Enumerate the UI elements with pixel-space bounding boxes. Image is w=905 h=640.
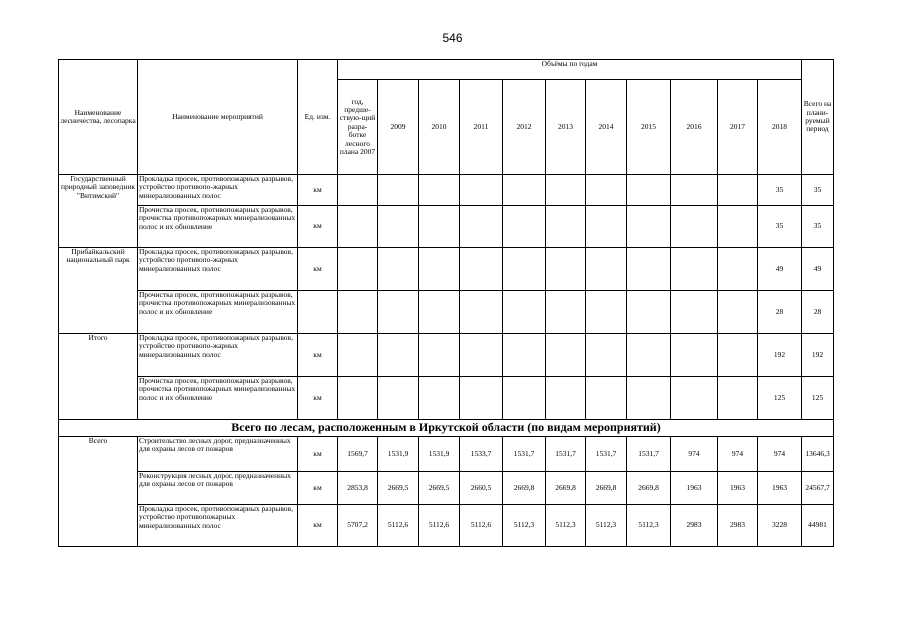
- total-cell: 13646,3: [802, 437, 834, 472]
- value-cell: 2669,5: [378, 472, 419, 505]
- value-cell: 2669,8: [627, 472, 671, 505]
- total-cell: 35: [802, 206, 834, 248]
- value-cell: 974: [758, 437, 802, 472]
- value-cell: [718, 291, 758, 334]
- value-cell: [338, 175, 378, 206]
- value-cell: [627, 334, 671, 377]
- table-row: [59, 437, 834, 472]
- value-cell: 2983: [718, 505, 758, 547]
- unit-cell: км: [298, 472, 338, 505]
- base-year-header: год, предше-ствую-щий разра-ботке лесного плана 2007: [338, 80, 378, 175]
- value-cell: [627, 175, 671, 206]
- value-cell: [338, 377, 378, 420]
- total-cell: 49: [802, 248, 834, 291]
- event-cell: Прокладка просек, противопожарных разрывов, устройство противопожарных минерализованных полос: [138, 505, 298, 547]
- table-row: [59, 505, 834, 547]
- table-row: [59, 334, 834, 377]
- value-cell: [338, 291, 378, 334]
- value-cell: [627, 206, 671, 248]
- org-cell: Итого: [59, 334, 138, 420]
- value-cell: [718, 334, 758, 377]
- total-cell: 24567,7: [802, 472, 834, 505]
- value-cell: [378, 334, 419, 377]
- value-cell: [718, 175, 758, 206]
- value-cell: [460, 377, 503, 420]
- value-cell: [546, 206, 586, 248]
- value-cell: 5112,3: [586, 505, 627, 547]
- unit-cell: км: [298, 505, 338, 547]
- value-cell: 28: [758, 291, 802, 334]
- value-cell: 1963: [718, 472, 758, 505]
- table-row: [59, 472, 834, 505]
- event-cell: Реконструкция лесных дорог, предназначенных для охраны лесов от пожаров: [138, 472, 298, 505]
- value-cell: [586, 206, 627, 248]
- value-cell: [627, 377, 671, 420]
- value-cell: [718, 377, 758, 420]
- value-cell: [338, 206, 378, 248]
- section-row: [59, 420, 834, 437]
- year-header: 2015: [627, 80, 671, 175]
- value-cell: [718, 206, 758, 248]
- value-cell: [338, 248, 378, 291]
- value-cell: [586, 248, 627, 291]
- value-cell: 35: [758, 175, 802, 206]
- value-cell: [546, 334, 586, 377]
- value-cell: [419, 206, 460, 248]
- value-cell: 2853,8: [338, 472, 378, 505]
- value-cell: [586, 377, 627, 420]
- org-column-header: Наименование лесничества, лесопарка: [59, 60, 138, 175]
- value-cell: 5112,6: [460, 505, 503, 547]
- value-cell: 974: [718, 437, 758, 472]
- org-cell: Всего: [59, 437, 138, 547]
- total-cell: 35: [802, 175, 834, 206]
- value-cell: 974: [671, 437, 718, 472]
- value-cell: 2669,8: [546, 472, 586, 505]
- event-column-header: Наименование мероприятий: [138, 60, 298, 175]
- unit-cell: км: [298, 377, 338, 420]
- value-cell: [671, 334, 718, 377]
- value-cell: 35: [758, 206, 802, 248]
- value-cell: [546, 291, 586, 334]
- year-header: 2010: [419, 80, 460, 175]
- page-number: 546: [442, 31, 463, 45]
- value-cell: [503, 291, 546, 334]
- value-cell: 192: [758, 334, 802, 377]
- value-cell: [671, 175, 718, 206]
- value-cell: 5112,6: [419, 505, 460, 547]
- value-cell: [718, 248, 758, 291]
- value-cell: [419, 248, 460, 291]
- event-cell: Прокладка просек, противопожарных разрывов, устройство противопо-жарных минерализованных полос: [138, 334, 298, 377]
- value-cell: [460, 175, 503, 206]
- value-cell: 1531,7: [546, 437, 586, 472]
- value-cell: 1963: [758, 472, 802, 505]
- year-header: 2018: [758, 80, 802, 175]
- year-header: 2012: [503, 80, 546, 175]
- value-cell: [503, 334, 546, 377]
- value-cell: [338, 334, 378, 377]
- value-cell: [627, 291, 671, 334]
- value-cell: [378, 291, 419, 334]
- event-cell: Прочистка просек, противопожарных разрывов, прочистка противопожарных минерализованных полос и их обновление: [138, 377, 298, 420]
- value-cell: 5112,6: [378, 505, 419, 547]
- table-row: [59, 175, 834, 206]
- value-cell: [460, 206, 503, 248]
- value-cell: [460, 248, 503, 291]
- event-cell: Строительство лесных дорог, предназначенных для охраны лесов от пожаров: [138, 437, 298, 472]
- year-header: 2011: [460, 80, 503, 175]
- value-cell: [627, 248, 671, 291]
- org-cell: Прибайкальский национальный парк: [59, 248, 138, 334]
- value-cell: [546, 175, 586, 206]
- volumes-header: Объёмы по годам: [338, 60, 802, 80]
- value-cell: 5112,3: [503, 505, 546, 547]
- value-cell: [460, 291, 503, 334]
- value-cell: [419, 334, 460, 377]
- unit-column-header: Ед. изм.: [298, 60, 338, 175]
- table-row: [59, 377, 834, 420]
- value-cell: [503, 248, 546, 291]
- value-cell: 1531,7: [627, 437, 671, 472]
- value-cell: [419, 175, 460, 206]
- unit-cell: км: [298, 248, 338, 291]
- unit-cell: км: [298, 206, 338, 248]
- value-cell: 2669,8: [586, 472, 627, 505]
- table-row: [59, 206, 834, 248]
- unit-cell: км: [298, 334, 338, 377]
- value-cell: 3228: [758, 505, 802, 547]
- value-cell: 1531,7: [586, 437, 627, 472]
- value-cell: [546, 377, 586, 420]
- value-cell: 2660,5: [460, 472, 503, 505]
- unit-cell: км: [298, 437, 338, 472]
- year-header: 2017: [718, 80, 758, 175]
- value-cell: 5112,3: [546, 505, 586, 547]
- unit-cell: [298, 291, 338, 334]
- table-row: [59, 291, 834, 334]
- value-cell: [503, 377, 546, 420]
- section-title: Всего по лесам, расположенным в Иркутской области (по видам мероприятий): [59, 420, 834, 437]
- total-column-header: Всего на плани-руемый период: [802, 60, 834, 175]
- value-cell: 1963: [671, 472, 718, 505]
- value-cell: [378, 377, 419, 420]
- value-cell: 5112,3: [627, 505, 671, 547]
- value-cell: [671, 291, 718, 334]
- value-cell: 125: [758, 377, 802, 420]
- org-cell: Государственный природный заповедник "Витимский": [59, 175, 138, 248]
- value-cell: [671, 248, 718, 291]
- value-cell: [586, 175, 627, 206]
- value-cell: [419, 291, 460, 334]
- unit-cell: км: [298, 175, 338, 206]
- value-cell: 2669,8: [503, 472, 546, 505]
- value-cell: [419, 377, 460, 420]
- value-cell: [546, 248, 586, 291]
- value-cell: [586, 291, 627, 334]
- year-header: 2013: [546, 80, 586, 175]
- total-cell: 125: [802, 377, 834, 420]
- value-cell: [503, 206, 546, 248]
- event-cell: Прокладка просек, противопожарных разрывов, устройство противопо-жарных минерализованных полос: [138, 248, 298, 291]
- year-header: 2009: [378, 80, 419, 175]
- value-cell: [378, 175, 419, 206]
- year-header: 2016: [671, 80, 718, 175]
- event-cell: Прочистка просек, противопожарных разрывов, прочистка противопожарных минерализованных полос и их обновление: [138, 291, 298, 334]
- value-cell: [460, 334, 503, 377]
- event-cell: Прочистка просек, противопожарных разрывов, прочистка противопожарных минерализованных полос и их обновление: [138, 206, 298, 248]
- year-header: 2014: [586, 80, 627, 175]
- value-cell: 1531,9: [378, 437, 419, 472]
- value-cell: [378, 248, 419, 291]
- value-cell: [671, 206, 718, 248]
- value-cell: 1569,7: [338, 437, 378, 472]
- total-cell: 44981: [802, 505, 834, 547]
- value-cell: 1531,9: [419, 437, 460, 472]
- value-cell: [378, 206, 419, 248]
- value-cell: [503, 175, 546, 206]
- value-cell: 2983: [671, 505, 718, 547]
- table-row: [59, 248, 834, 291]
- total-cell: 192: [802, 334, 834, 377]
- value-cell: [671, 377, 718, 420]
- value-cell: 5707,2: [338, 505, 378, 547]
- value-cell: 1531,7: [503, 437, 546, 472]
- value-cell: 49: [758, 248, 802, 291]
- total-cell: 28: [802, 291, 834, 334]
- value-cell: 2669,5: [419, 472, 460, 505]
- event-cell: Прокладка просек, противопожарных разрывов, устройство противопо-жарных минерализованных полос: [138, 175, 298, 206]
- value-cell: 1533,7: [460, 437, 503, 472]
- value-cell: [586, 334, 627, 377]
- forest-fire-measures-table: [58, 59, 834, 547]
